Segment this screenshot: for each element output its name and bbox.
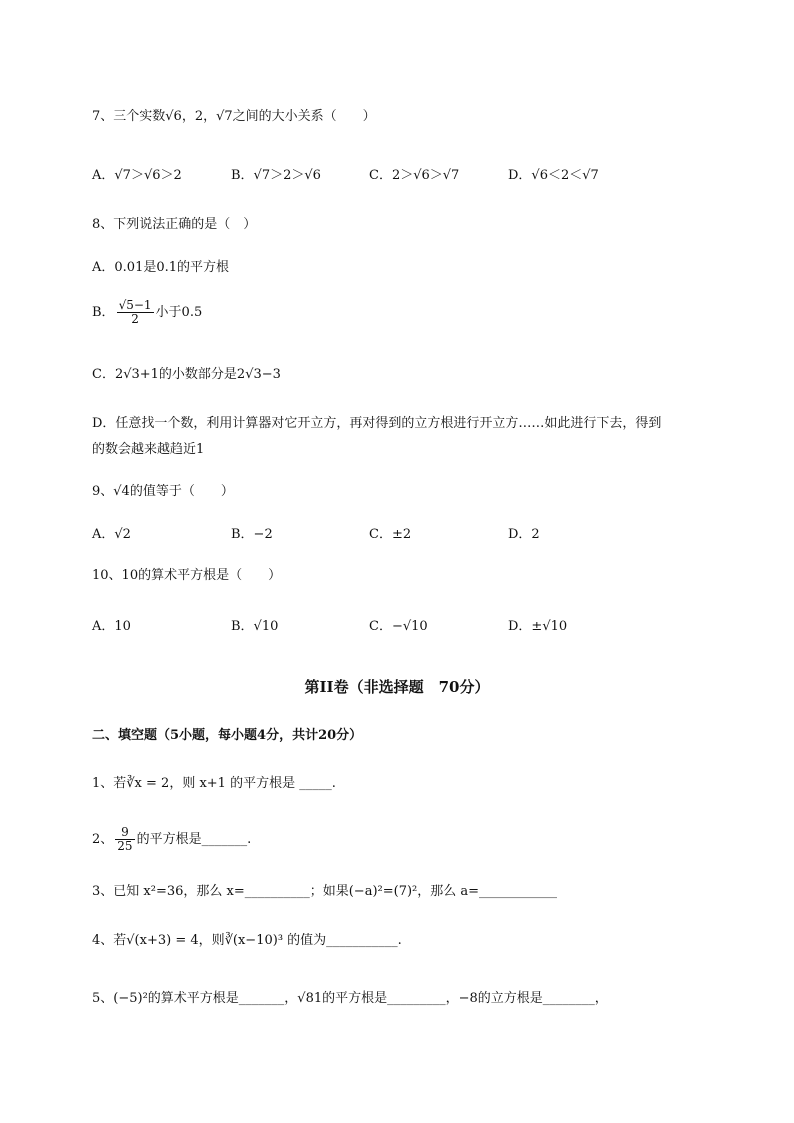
fill-question-2 bbox=[92, 826, 251, 853]
q9-option-c: C．±2 bbox=[369, 527, 412, 542]
q8-b-denominator: 2 bbox=[131, 312, 139, 326]
q8-option-d-line1: D．任意找一个数，利用计算器对它开立方，再对得到的立方根进行开立方……如此进行下去，得到 bbox=[92, 416, 662, 431]
fill-2-fraction bbox=[115, 826, 134, 853]
fill-question-5: 5、(−5)²的算术平方根是_______，√81的平方根是_________，−8的立方根是________， bbox=[92, 991, 608, 1006]
q10-option-c: C．−√10 bbox=[369, 619, 428, 634]
q9-stem: 9、√4的值等于（ ） bbox=[92, 484, 234, 499]
q10-option-a: A．10 bbox=[92, 619, 131, 634]
q8-b-numerator: √5−1 bbox=[118, 298, 152, 312]
q8-option-b bbox=[92, 299, 202, 326]
q8-b-prefix: B． bbox=[92, 305, 115, 320]
q10-option-d: D．±√10 bbox=[508, 619, 568, 634]
q7-option-b: B．√7＞2＞√6 bbox=[231, 168, 321, 183]
q7-option-d: D．√6＜2＜√7 bbox=[508, 168, 599, 183]
q9-option-b: B．−2 bbox=[231, 527, 273, 542]
q9-option-d: D．2 bbox=[508, 527, 540, 542]
q10-option-b: B．√10 bbox=[231, 619, 279, 634]
fill-2-prefix: 2、 bbox=[92, 832, 114, 847]
q7-stem: 7、三个实数√6，2，√7之间的大小关系（ ） bbox=[92, 109, 376, 124]
q7-option-a: A．√7＞√6＞2 bbox=[92, 168, 182, 183]
fill-in-section-title: 二、填空题（5小题，每小题4分，共计20分） bbox=[92, 728, 363, 743]
q8-option-a: A．0.01是0.1的平方根 bbox=[92, 260, 230, 275]
fill-question-3: 3、已知 x²=36，那么 x=__________；如果(−a)²=(7)²，那么 a=____________ bbox=[92, 884, 558, 899]
q7-option-c: C．2＞√6＞√7 bbox=[369, 168, 460, 183]
q8-b-suffix: 小于0.5 bbox=[155, 305, 203, 320]
fill-question-4: 4、若√(x+3) = 4，则∛(x−10)³ 的值为___________. bbox=[92, 933, 402, 948]
q8-option-c: C．2√3+1的小数部分是2√3−3 bbox=[92, 367, 281, 382]
q9-option-a: A．√2 bbox=[92, 527, 131, 542]
fill-2-numerator: 9 bbox=[115, 826, 134, 840]
fill-2-denominator: 25 bbox=[117, 839, 133, 853]
part-two-title: 第II卷（非选择题 70分） bbox=[304, 678, 490, 696]
fill-2-suffix: 的平方根是_______. bbox=[136, 832, 252, 847]
q8-option-d-line2: 的数会越来越趋近1 bbox=[92, 442, 205, 457]
q8-b-fraction bbox=[117, 299, 154, 326]
q8-stem: 8、下列说法正确的是（ ） bbox=[92, 217, 257, 232]
fill-question-1: 1、若∛x = 2，则 x+1 的平方根是 _____. bbox=[92, 776, 336, 791]
q10-stem: 10、10的算术平方根是（ ） bbox=[92, 568, 282, 583]
